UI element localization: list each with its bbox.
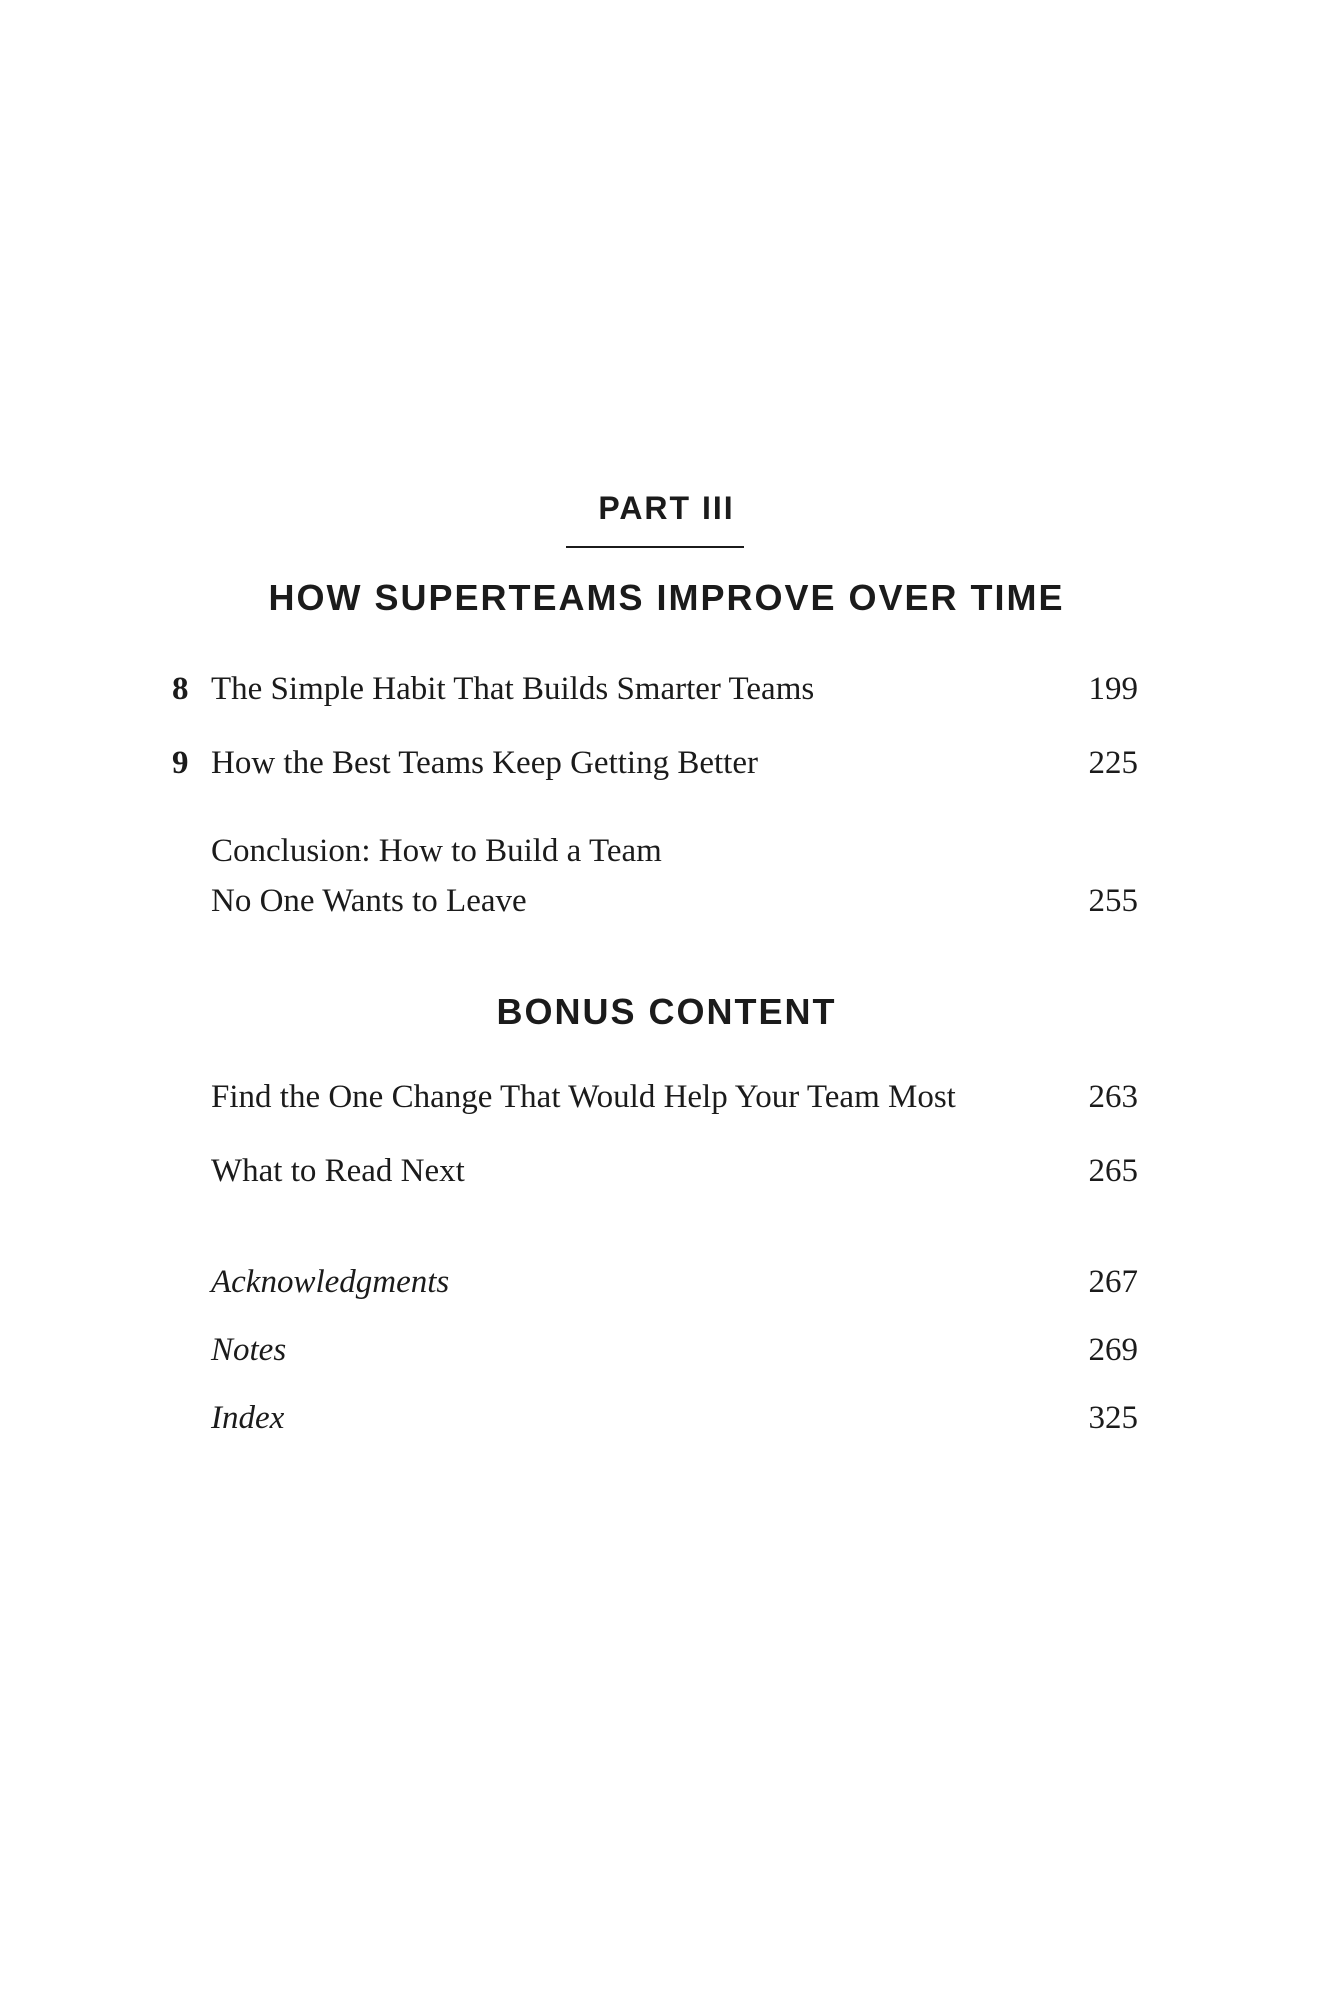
chapter-title: How the Best Teams Keep Getting Better [211, 745, 758, 781]
toc-entry-bonus-2[interactable] [0, 1146, 1333, 1196]
bonus-title: What to Read Next [211, 1153, 465, 1189]
page-number: 269 [1088, 1332, 1138, 1368]
bonus-title: Find the One Change That Would Help Your Team Most [211, 1079, 956, 1115]
part-label: PART III [598, 490, 735, 526]
toc-entry-bonus-1[interactable] [0, 1072, 1333, 1122]
toc-entry-index[interactable] [0, 1393, 1333, 1443]
toc-entry-chapter-8[interactable] [0, 664, 1333, 714]
page-number: 225 [1088, 745, 1138, 781]
toc-entry-acknowledgments[interactable] [0, 1257, 1333, 1307]
conclusion-title [211, 826, 662, 926]
toc-entry-chapter-9[interactable] [0, 738, 1333, 788]
page-number: 255 [1088, 883, 1138, 919]
chapter-number: 8 [172, 671, 189, 707]
back-matter-title: Acknowledgments [211, 1264, 450, 1300]
conclusion-title-line-1: Conclusion: How to Build a Team [211, 833, 662, 869]
back-matter-title: Notes [211, 1332, 287, 1368]
chapter-number: 9 [172, 745, 189, 781]
page-number: 325 [1088, 1400, 1138, 1436]
toc-entry-notes[interactable] [0, 1325, 1333, 1375]
toc-entry-conclusion[interactable] [0, 826, 1333, 926]
conclusion-title-line-2: No One Wants to Leave [211, 883, 527, 919]
page-number: 263 [1088, 1079, 1138, 1115]
page-number: 265 [1088, 1153, 1138, 1189]
chapter-title: The Simple Habit That Builds Smarter Teams [211, 671, 815, 707]
page-number: 267 [1088, 1264, 1138, 1300]
part-divider [566, 546, 744, 548]
back-matter-title: Index [211, 1400, 285, 1436]
bonus-heading: BONUS CONTENT [496, 991, 837, 1032]
page-number: 199 [1088, 671, 1138, 707]
part-title: HOW SUPERTEAMS IMPROVE OVER TIME [268, 577, 1065, 618]
